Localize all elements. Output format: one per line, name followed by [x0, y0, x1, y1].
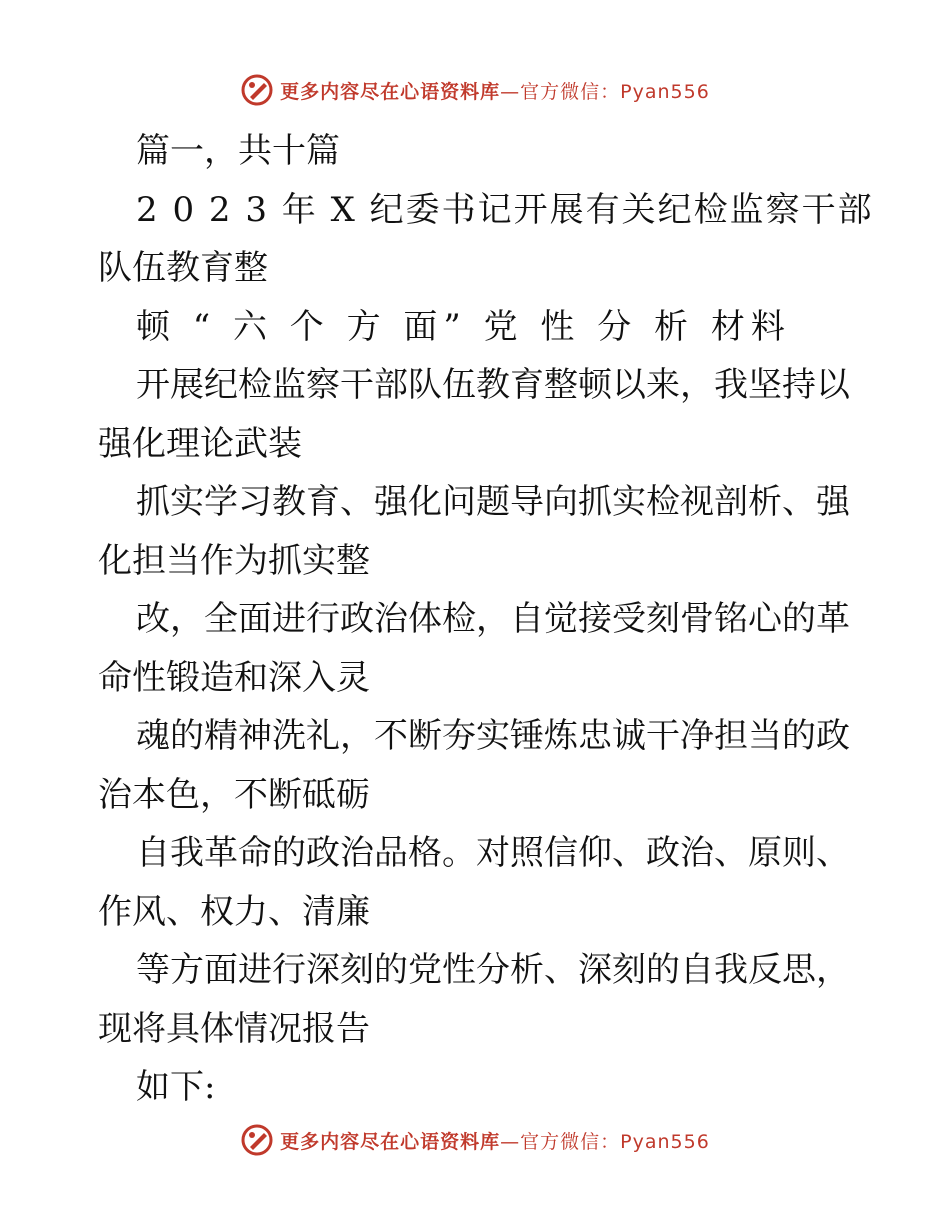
- brand-logo-icon: [240, 73, 274, 107]
- doc-line: 自我革命的政治品格。对照信仰、政治、原则、: [136, 833, 850, 873]
- doc-line: 2 0 2 3 年 X 纪委书记开展有关纪检监察干部: [136, 189, 874, 230]
- doc-line: 命性锻造和深入灵: [98, 657, 370, 698]
- doc-line: 作风、权力、清廉: [98, 891, 370, 932]
- watermark-text: 更多内容尽在心语资料库—官方微信：Pyan556: [280, 80, 710, 103]
- doc-line: 顿 “ 六 个 方 面” 党 性 分 析 材料: [136, 306, 791, 347]
- footer-watermark: [0, 1120, 950, 1160]
- doc-line: 治本色，不断砥砺: [98, 774, 370, 815]
- doc-line: 篇一，共十篇: [136, 131, 340, 171]
- brand-logo-icon: [240, 1123, 274, 1157]
- watermark-text: 更多内容尽在心语资料库—官方微信：Pyan556: [280, 1130, 710, 1153]
- doc-line: 开展纪检监察干部队伍教育整顿以来，我坚持以: [136, 365, 850, 405]
- doc-line: 强化理论武装: [98, 423, 302, 464]
- doc-line: 魂的精神洗礼，不断夯实锤炼忠诚干净担当的政: [136, 716, 850, 756]
- doc-line: 改，全面进行政治体检，自觉接受刻骨铭心的革: [136, 599, 850, 639]
- document-body: [98, 122, 874, 1117]
- doc-line: 等方面进行深刻的党性分析、深刻的自我反思，: [136, 950, 850, 990]
- header-watermark: [0, 70, 950, 110]
- doc-line: 抓实学习教育、强化问题导向抓实检视剖析、强: [136, 482, 850, 522]
- doc-line: 队伍教育整: [98, 248, 268, 288]
- doc-line: 化担当作为抓实整: [98, 540, 370, 581]
- doc-line: 现将具体情况报告: [98, 1008, 370, 1049]
- doc-line: 如下:: [136, 1067, 216, 1107]
